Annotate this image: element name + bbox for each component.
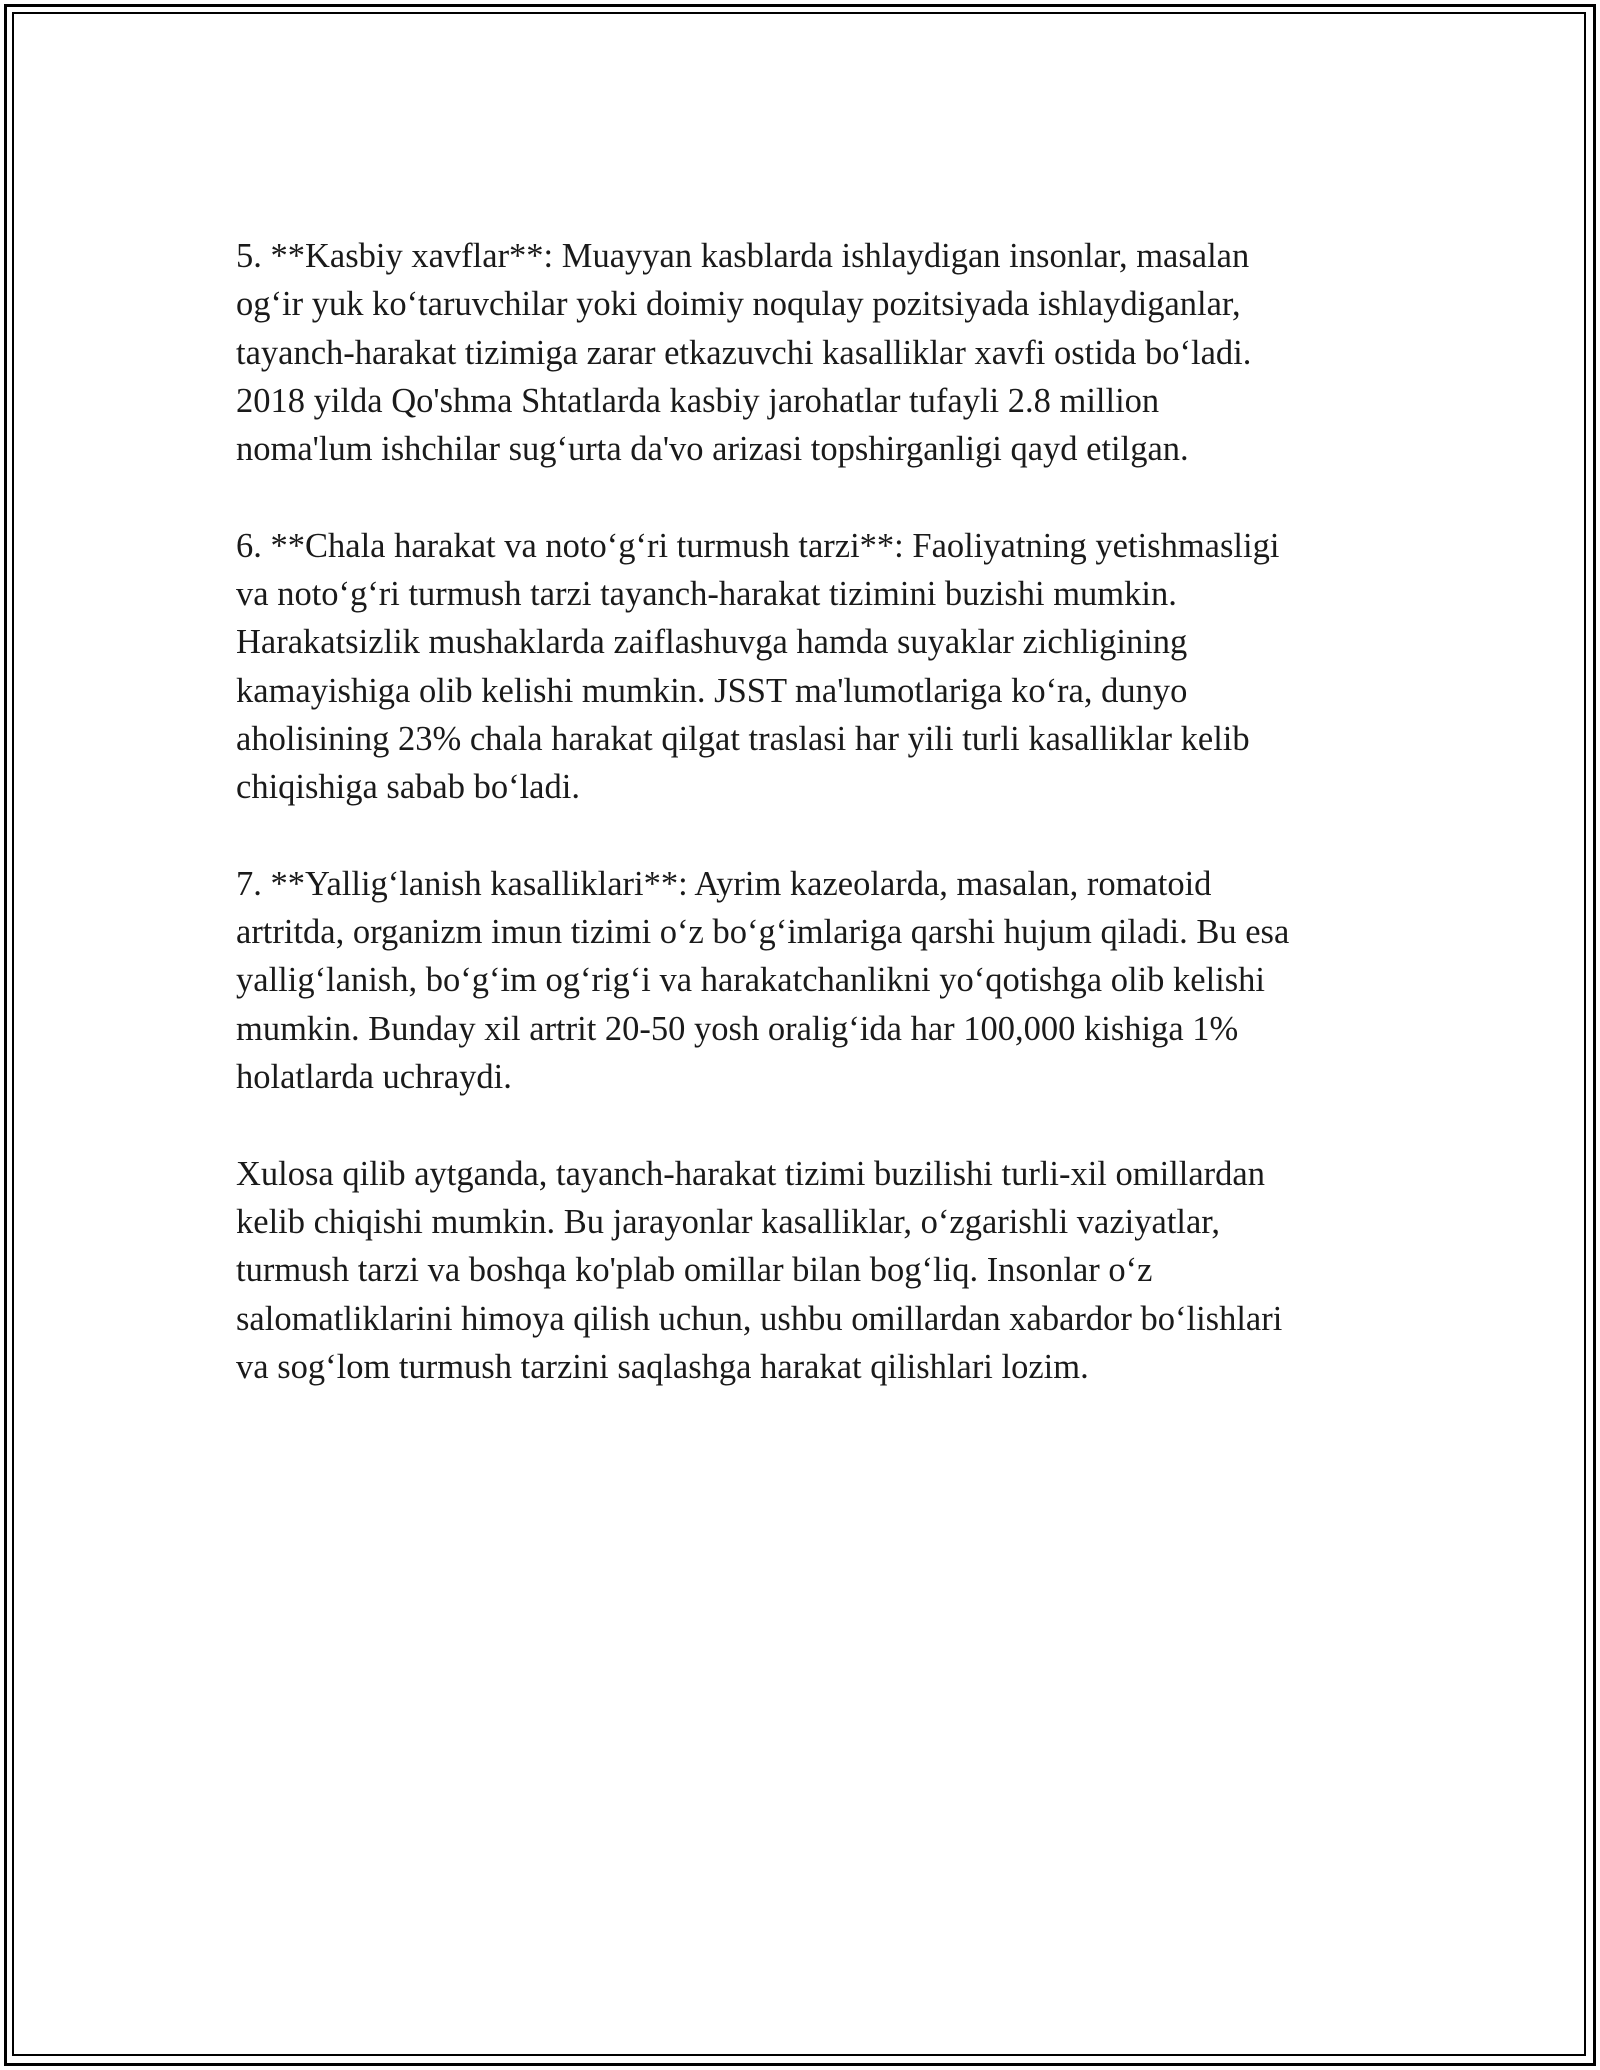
text-line: turmush tarzi va boshqa ko'plab omillar bilan bog‘liq. Insonlar o‘z [236, 1251, 1153, 1290]
text-line: mumkin. Bunday xil artrit 20-50 yosh oralig‘ida har 100,000 kishiga 1% [236, 1009, 1239, 1048]
text-line: chiqishiga sabab bo‘ladi. [236, 768, 580, 807]
text-line: 7. **Yallig‘lanish kasalliklari**: Ayrim kazeolarda, masalan, romatoid [236, 864, 1212, 903]
text-line: Harakatsizlik mushaklarda zaiflashuvga hamda suyaklar zichligining [236, 623, 1188, 662]
text-line: va sog‘lom turmush tarzini saqlashga harakat qilishlari lozim. [236, 1347, 1089, 1386]
paragraph-inflammatory-diseases [236, 860, 1376, 1101]
text-line: yallig‘lanish, bo‘g‘im og‘rig‘i va harakatchanlikni yo‘qotishga olib kelishi [236, 961, 1266, 1000]
text-line: holatlarda uchraydi. [236, 1058, 512, 1097]
text-line: artritda, organizm imun tizimi o‘z bo‘g‘imlariga qarshi hujum qiladi. Bu esa [236, 913, 1290, 952]
text-line: og‘ir yuk ko‘taruvchilar yoki doimiy noqulay pozitsiyada ishlaydiganlar, [236, 285, 1241, 324]
text-line: 2018 yilda Qo'shma Shtatlarda kasbiy jarohatlar tufayli 2.8 million [236, 381, 1160, 420]
paragraph-sedentary-lifestyle [236, 522, 1376, 812]
text-line: 6. **Chala harakat va noto‘g‘ri turmush tarzi**: Faoliyatning yetishmasligi [236, 526, 1280, 565]
text-line: va noto‘g‘ri turmush tarzi tayanch-harakat tizimini buzishi mumkin. [236, 575, 1177, 614]
text-line: 5. **Kasbiy xavflar**: Muayyan kasblarda ishlaydigan insonlar, masalan [236, 237, 1250, 275]
text-line: aholisining 23% chala harakat qilgat traslasi har yili turli kasalliklar kelib [236, 719, 1250, 758]
text-line: kamayishiga olib kelishi mumkin. JSST ma'lumotlariga ko‘ra, dunyo [236, 671, 1188, 710]
text-line: salomatliklarini himoya qilish uchun, ushbu omillardan xabardor bo‘lishlari [236, 1299, 1283, 1338]
paragraph-occupational-hazards [236, 232, 1376, 473]
text-line: noma'lum ishchilar sug‘urta da'vo arizasi topshirganligi qayd etilgan. [236, 430, 1189, 469]
paragraph-conclusion [236, 1150, 1376, 1391]
text-line: kelib chiqishi mumkin. Bu jarayonlar kasalliklar, o‘zgarishli vaziyatlar, [236, 1202, 1221, 1241]
text-line: tayanch-harakat tizimiga zarar etkazuvchi kasalliklar xavfi ostida bo‘ladi. [236, 333, 1252, 372]
document-body [236, 232, 1376, 1439]
text-line: Xulosa qilib aytganda, tayanch-harakat tizimi buzilishi turli-xil omillardan [236, 1154, 1265, 1193]
